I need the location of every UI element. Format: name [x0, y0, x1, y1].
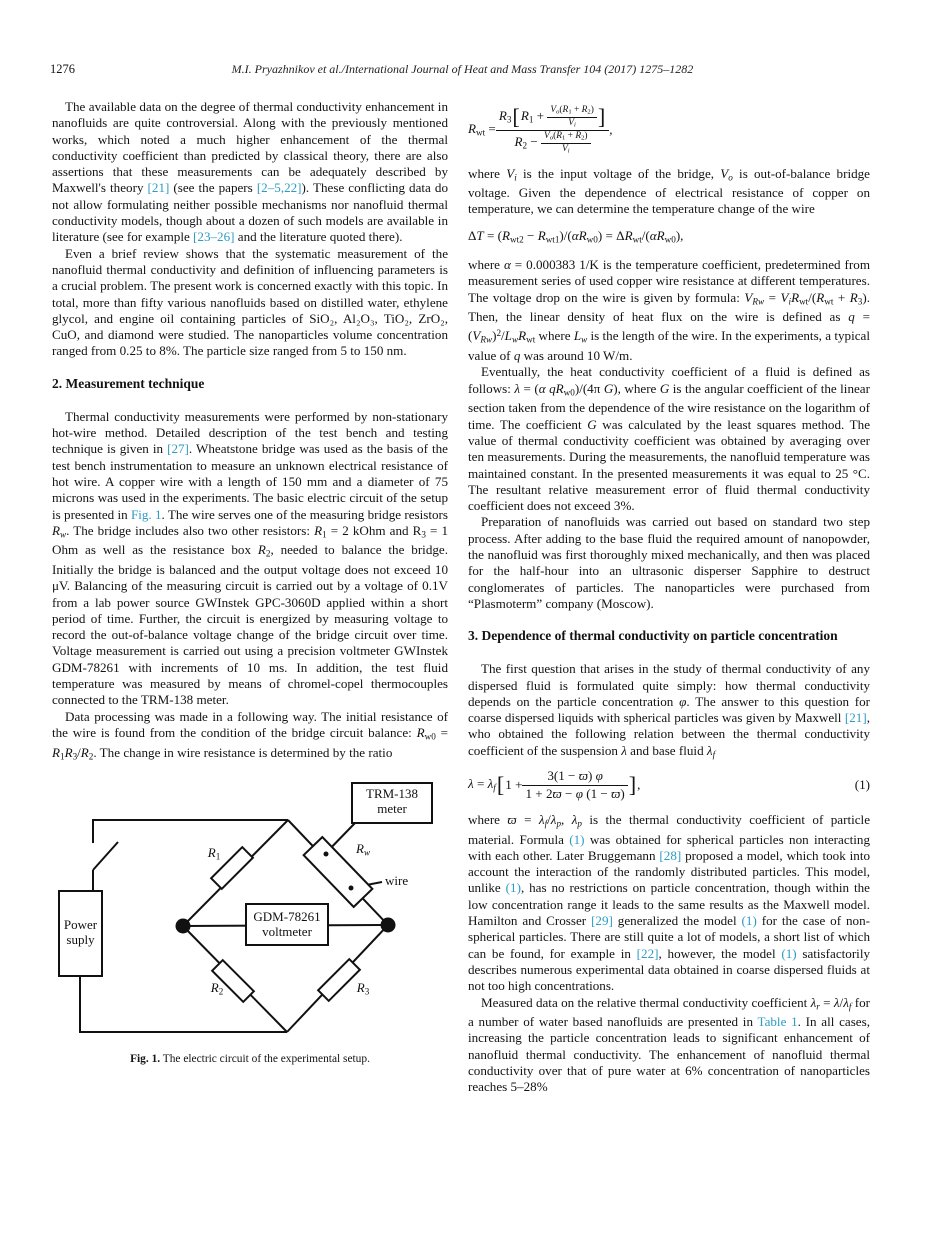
equation-delta-t: $\Delta T = (R_{wt2} - R_{wt1})/(\alpha R_{w0}) = \Delta R_{wt}/(\alpha R_{w0})$, [468, 227, 684, 245]
reference-link[interactable]: [29] [591, 913, 613, 929]
section-heading-2: 2. Measurement technique [52, 375, 205, 391]
section-heading-3: 3. Dependence of thermal conductivity on particle concentration [468, 628, 838, 644]
fraction: $\frac{3(1 - ϖ) \varphi}{1 + 2ϖ - \varphi (1 - ϖ)}$ [522, 768, 627, 802]
two-column-body [52, 99, 870, 1096]
reference-link[interactable]: [23–26] [193, 229, 235, 245]
switch-icon [93, 842, 118, 870]
reference-link[interactable]: Fig. 1 [130, 506, 162, 522]
reference-link[interactable]: [2–5,22] [256, 180, 302, 196]
equation-rwt: $R_{wt}$ = $R_3[R_1$ + $\frac{Vo(R_1 + R_2)}{Vi}$ ] $R_2$ − $\frac{Vo(R_1 + R_2)}{Vi}$ , [468, 104, 613, 155]
paragraph: Measured data on the relative thermal conductivity coefficient λr = λ/λf for a number of water based nanofluids are presented in Table 1. In all cases, increasing the particle concentration leads to significant enhancement of nanofluid thermal conductivity. The enhancement of nanofluid thermal conductivity over that of pure water at 6% concentration of nanoparticles reaches 5–28% [468, 994, 870, 1095]
reference-link[interactable]: [21] [844, 710, 867, 726]
right-bracket: ] [628, 772, 637, 798]
right-column [468, 99, 870, 1096]
paragraph: The available data on the degree of thermal conductivity enhancement in nanofluids are quite controversial. Along with the previously mentioned works, which noted a much higher enhancement of the thermal conductivity coefficient than predicted by classical theory, there are also assertions that these measurements can be adequately described by Maxwell's theory [21] (see the papers [2–5,22]). These conflicting data do not allow formulating neither possible mechanisms nor nanofluid thermal conductivity models, though about a dozen of such models are available in literature (see for example [23–26] and the literature quoted there). [52, 99, 449, 245]
equation-1: λ = λf [ 1 + $\frac{3(1 - ϖ) \varphi}{1 + 2ϖ - \varphi (1 - ϖ)}$ ] , (1) [468, 768, 870, 801]
paragraph: Thermal conductivity measurements were performed by non-stationary hot-wire method. Detailed description of the test bench and testing technique is given in [27]. Wheatstone bridge was used as the basis of the test bench instrumentation to measure an unknown electrical resistance of hot wire. A copper wire with a length of 150 mm and a diameter of 75 microns was used in the experiments. The basic electric circuit of the setup is presented in Fig. 1. The wire serves one of the measuring bridge resistors Rw. The bridge includes also two other resistors: $R_1 = 2$ kOhm and $R_3 = 1$ Ohm as well as the resistance box $R_2$, needed to balance the bridge. Initially the bridge is balanced and the output voltage does not exceed 10 μV. Balancing of the measuring circuit is carried out by a voltage of 0.1V from a lab power source GWInstek GPC-3060D applied within a short period of time. Further, the circuit is energized by measuring voltage to record the out-of-balance voltage change of the bridge circuit over time. Voltage measurement is carried out using a precision voltmeter GWInstek GDM-78261 with increments of 10 ms. In addition, the test fluid temperature was measured by means of chromel-copel thermocouples connected to the TRM-138 meter. [52, 408, 448, 708]
paragraph: where ϖ = λf/λp, λp is the thermal conductivity coefficient of particle material. Formula (1) was obtained for spherical particles non interacting with each other. Later Bruggemann [28] proposed a model, which took into account the interaction of the randomly distributed particles. This model, unlike (1), has no restrictions on particle concentration, though within the low concentration range it leads to the same results as the Maxwell model. Hamilton and Crosser [29] generalized the model (1) for the case of non-spherical particles. There are still quite a lot of models, a short list of which can be found, for example in [22], however, the model (1) satisfactorily describes numerous experimental data obtained in coarse dispersed fluids at not too high concentrations. [468, 812, 871, 994]
page-header [50, 62, 875, 77]
fraction: $R_3[R_1$ + $\frac{Vo(R_1 + R_2)}{Vi}$ ] $R_2$ − $\frac{Vo(R_1 + R_2)}{Vi}$ [496, 105, 609, 156]
left-column [52, 99, 448, 1096]
reference-link[interactable]: Table 1 [757, 1014, 798, 1030]
reference-link[interactable]: (1) [505, 880, 521, 896]
r3-label: $R_3$ [356, 980, 370, 997]
reference-link[interactable]: [27] [167, 441, 189, 457]
rw-label: Rw [355, 841, 371, 858]
paragraph: where α = 0.000383 1/K is the temperature coefficient, predetermined from measurement series of used copper wire resistance at different temperatures. The voltage drop on the wire is given by formula: VRw = $ViR_{wt}/(R_{wt} + R_3)$. Then, the linear density of heat flux on the wire is defined as q = (VRw)$^2$/LwR$_{wt}$ where Lw is the length of the wire. In the experiments, a typical value of q was around 10 W/m. [468, 257, 871, 364]
voltmeter-label: GDM-78261 voltmeter [253, 909, 321, 939]
circuit-diagram [52, 778, 448, 1040]
equation-number: (1) [854, 776, 870, 792]
paragraph: Data processing was made in a following way. The initial resistance of the wire is found from the condition of the bridge circuit balance: $R_{w0} = R_1R_3/R_2$. The change in wire resistance is determined by the ratio [52, 708, 448, 761]
left-bracket: [ [512, 104, 520, 130]
reference-link[interactable]: [22] [636, 945, 659, 961]
paragraph: Eventually, the heat conductivity coefficient of a fluid is defined as follows: λ = (α $qR_{w0})/(4\pi$ G), where G is the angular coefficient of the linear section taken from the dependence of the wire resistance on the logarithm of time. The coefficient G was calculated by the least squares method. The value of thermal conductivity coefficient was obtained by averaging over ten measurements. During the measurements, the nanofluid temperature was maintained constant. In the presented measurements it was equal to 25 °C. The resultant relative measurement error of fluid thermal conductivity coefficient does not exceed 3%. [468, 364, 870, 514]
page-number: 1276 [50, 62, 75, 76]
reference-link[interactable]: (1) [741, 913, 757, 929]
r1-label: $R_1$ [207, 845, 221, 862]
left-bracket: [ [496, 772, 505, 798]
running-head: M.I. Pryazhnikov et al./International Journal of Heat and Mass Transfer 104 (2017) 1275–1282 [231, 62, 694, 76]
paragraph: Even a brief review shows that the systematic measurement of the nanofluid thermal conductivity and definition of influencing parameters is a crucial problem. The present work is concerned exactly with this topic. In total, more than fifty various nanofluids based on distilled water, ethylene glycol, and engine oil containing particles of SiO₂, Al₂O₃, TiO₂, ZrO₂, CuO, and diamond were studied. The nanoparticles volume concentration ranged from 0.25 to 8%. The particle size ranged from 5 to 150 nm. [52, 245, 448, 359]
right-bracket: ] [597, 104, 606, 130]
power-supply-label: Power suply [63, 917, 98, 947]
reference-link[interactable]: (1) [569, 831, 585, 847]
reference-link[interactable]: (1) [781, 945, 797, 961]
circuit-wires [80, 820, 388, 1032]
r2-label: $R_2$ [210, 980, 224, 997]
paragraph: where Vi is the input voltage of the bridge, Vo is out-of-balance bridge voltage. Given the dependence of electrical resistance of copper on temperature, we can determine the temperature change of the wire [468, 165, 870, 217]
paragraph: Preparation of nanofluids was carried out based on standard two step process. After adding to the base fluid the required amount of nanopowder, the nanofluid was first thoroughly mixed mechanically, and then was placed for the half-hour into an ultrasonic disperser Sapphire to destruct conglomerates of particles. The nanoparticles were purchased from “Plasmoterm” company (Moscow). [468, 514, 870, 611]
reference-link[interactable]: [28] [659, 847, 682, 863]
paragraph: The first question that arises in the study of thermal conductivity of any dispersed fluid is formulated quite simply: how thermal conductivity depends on the particle concentration φ. The answer to this question for coarse dispersed liquids with spherical particles was given by Maxwell [21], who obtained the following relation between the thermal conductivity coefficient of the suspension λ and base fluid λf [468, 661, 871, 759]
wire-label: wire [385, 873, 409, 889]
reference-link[interactable]: [21] [147, 180, 170, 196]
trm-meter-label: TRM-138 meter [366, 786, 418, 816]
figure-1-circuit [52, 778, 448, 1040]
figure-1-caption: Fig. 1. The electric circuit of the experimental setup. [130, 1053, 370, 1066]
